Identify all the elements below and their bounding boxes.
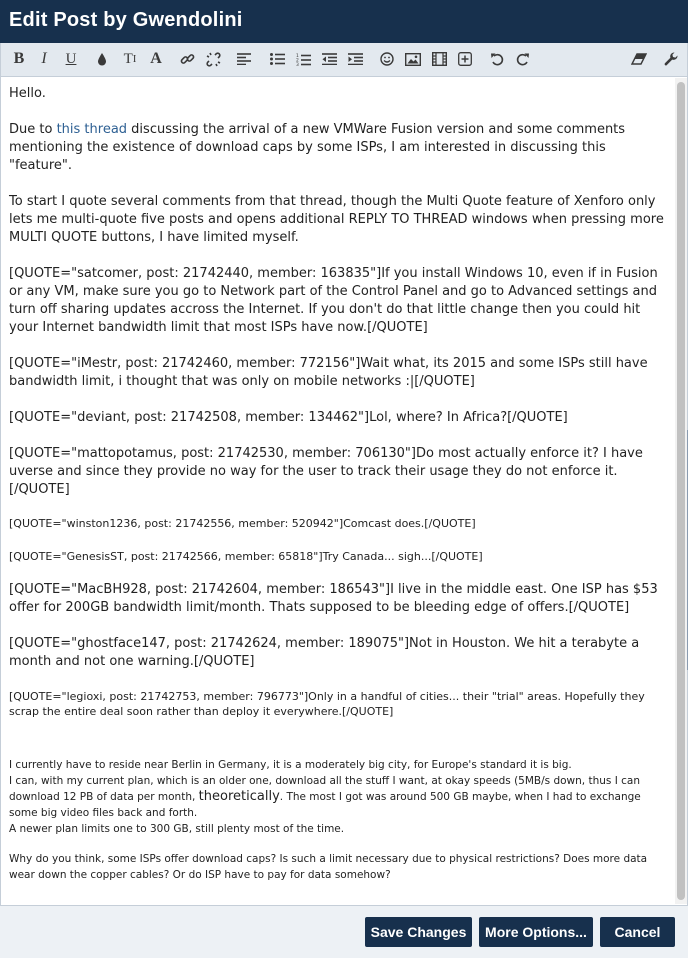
link-icon[interactable] (177, 49, 197, 69)
align-icon[interactable] (234, 49, 254, 69)
insert-icon[interactable] (455, 49, 475, 69)
quote-intro-paragraph: To start I quote several comments from that thread, though the Multi Quote feature of Xenforo only lets me multi-quote five posts and opens additional REPLY TO THREAD windows when pressing more MULTI QUOTE buttons, I have limited myself. (9, 194, 664, 245)
image-icon[interactable] (403, 49, 423, 69)
dialog-header (0, 0, 688, 43)
cancel-button[interactable]: Cancel (600, 917, 675, 947)
thread-link[interactable]: this thread (56, 122, 128, 137)
quote-satcomer: [QUOTE="satcomer, post: 21742440, member: 163835"]If you install Windows 10, even if in Fusion or any VM, make sure you go to Network part of the Control Panel and go to Advanced settings and turn off sharing updates accross the Internet. If you don't do that little change then you could hit your Internet bandwidth limit that most ISPs have now.[/QUOTE] (9, 266, 658, 335)
quote-ghostface: [QUOTE="ghostface147, post: 21742624, member: 189075"]Not in Houston. We hit a terabyte a month and not one warning.[/QUOTE] (9, 636, 640, 669)
more-options-button[interactable]: More Options... (479, 917, 593, 947)
question-paragraph: Why do you think, some ISPs offer download caps? Is such a limit necessary due to physical restrictions? Does more data wear down the copper cables? Or do ISP have to pay for data somehow? (9, 853, 648, 881)
undo-icon[interactable] (487, 49, 507, 69)
indent-icon[interactable] (345, 49, 365, 69)
outdent-icon[interactable] (319, 49, 339, 69)
quote-legioxi: [QUOTE="legioxi, post: 21742753, member: 796773"]Only in a handful of cities... their "trial" areas. Hopefully they scrap the entire deal soon rather than deploy it everywhere.[/QUOTE] (9, 690, 645, 718)
svg-text:1: 1 (295, 53, 299, 59)
editor-toolbar (0, 43, 688, 77)
remove-format-icon[interactable] (629, 49, 649, 69)
svg-text:2: 2 (295, 58, 299, 63)
quote-macbh: [QUOTE="MacBH928, post: 21742604, member: 186543"]I live in the middle east. One ISP has $53 offer for 200GB bandwidth limit/month. Thats supposed to be bleeding edge of offers.[/QUOTE] (9, 582, 658, 615)
greeting-text: Hello. (9, 86, 46, 101)
svg-text:3: 3 (295, 62, 299, 66)
dialog-title: Edit Post by Gwendolini (9, 9, 243, 31)
bold-icon[interactable]: B (13, 50, 25, 67)
italic-icon[interactable]: I (41, 50, 47, 67)
quote-imestr: [QUOTE="iMestr, post: 21742460, member: 772156"]Wait what, its 2015 and some ISPs still have bandwidth limit, i thought that was only on mobile networks :|[/QUOTE] (9, 356, 648, 389)
intro-paragraph: Due to this thread discussing the arrival of a new VMWare Fusion version and some comments mentioning the existence of download caps by some ISPs, I am interested in discussing this "feature". (9, 122, 626, 173)
wrench-icon[interactable] (661, 49, 681, 69)
save-changes-button[interactable]: Save Changes (365, 917, 472, 947)
font-size-icon[interactable]: T I (123, 50, 137, 67)
smilie-icon[interactable] (377, 49, 397, 69)
text-color-icon[interactable] (92, 49, 112, 69)
underline-icon[interactable]: U (65, 50, 77, 67)
quote-deviant: [QUOTE="deviant, post: 21742508, member: 134462"]Lol, where? In Africa?[/QUOTE] (9, 410, 568, 425)
unlink-icon[interactable] (203, 49, 223, 69)
font-family-icon[interactable]: A (150, 50, 162, 67)
berlin-paragraph: I currently have to reside near Berlin in Germany, it is a moderately big city, for Europe's standard it is big. (9, 759, 572, 771)
numbered-list-icon[interactable] (293, 49, 313, 69)
redo-icon[interactable] (513, 49, 533, 69)
plan-paragraph: I can, with my current plan, which is an older one, download all the stuff I want, at okay speeds (5MB/s down, thus I can download 12 PB of data per month, theoretically. The most I got was around 500 GB maybe, when I had to exchange some big video files back and forth. (9, 775, 641, 819)
editor-content[interactable] (9, 85, 665, 883)
media-icon[interactable] (429, 49, 449, 69)
post-editor[interactable] (0, 77, 688, 906)
quote-genesis: [QUOTE="GenesisST, post: 21742566, member: 65818"]Try Canada... sigh...[/QUOTE] (9, 550, 483, 563)
bullet-list-icon[interactable] (267, 49, 287, 69)
dialog-footer (0, 906, 688, 958)
editor-scrollbar-thumb[interactable] (677, 82, 685, 900)
quote-winston: [QUOTE="winston1236, post: 21742556, member: 520942"]Comcast does.[/QUOTE] (9, 517, 476, 530)
newer-plan-paragraph: A newer plan limits one to 300 GB, still plenty most of the time. (9, 823, 345, 835)
quote-mattopotamus: [QUOTE="mattopotamus, post: 21742530, member: 706130"]Do most actually enforce it? I have uverse and since they provide no way for the user to track their usage they do not enforce it.[/QUOTE] (9, 446, 643, 497)
